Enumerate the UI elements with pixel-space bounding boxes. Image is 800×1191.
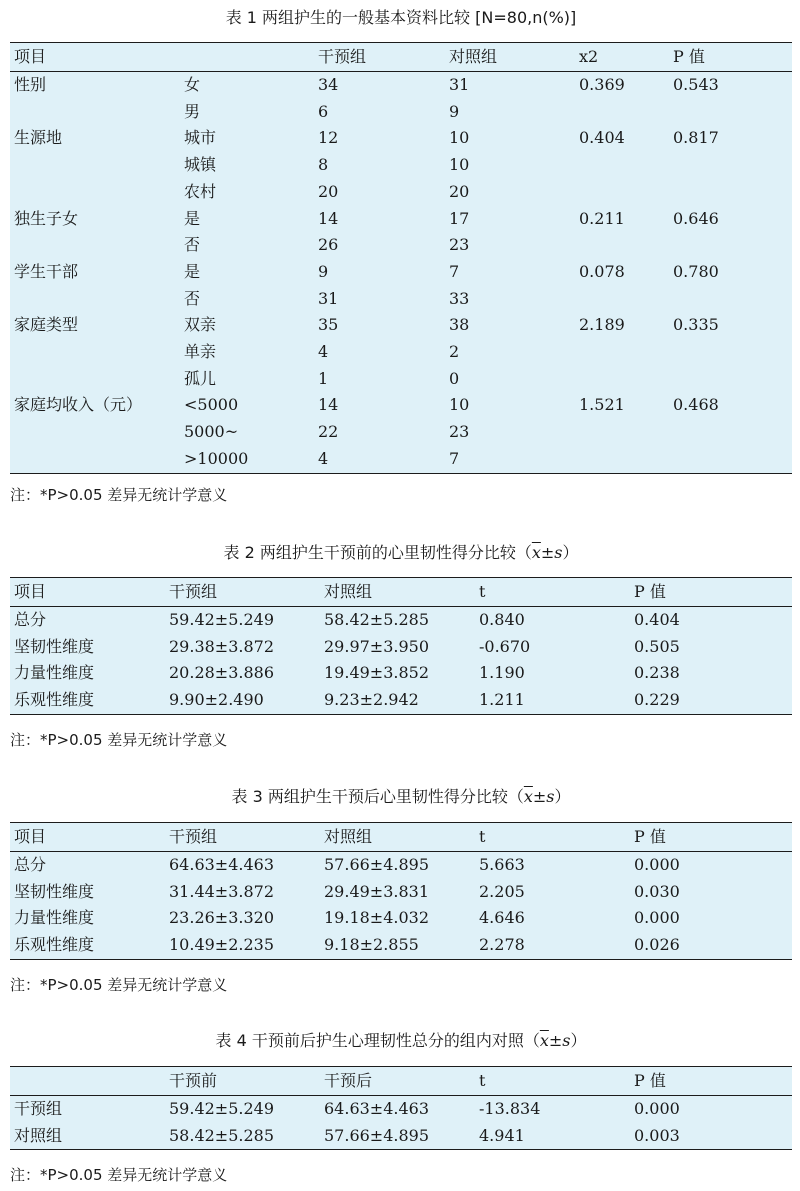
table-cell: 35 — [318, 315, 339, 335]
table-cell — [10, 286, 180, 313]
column-header: P 值 — [634, 827, 666, 846]
table4-note-text: 注：*P>0.05 差异无统计学意义 — [10, 1166, 228, 1184]
table-row — [10, 1123, 792, 1150]
table-cell: 0.840 — [479, 610, 525, 629]
table-cell — [575, 99, 669, 126]
table1 — [10, 42, 792, 474]
table3-body — [10, 852, 792, 960]
table-cell: 19.49±3.852 — [324, 663, 430, 683]
table-row — [10, 660, 792, 687]
table-cell: 农村 — [184, 181, 217, 201]
table2-note — [10, 729, 792, 750]
table4-grid — [10, 1066, 792, 1150]
table-cell: 31.44±3.872 — [169, 881, 275, 901]
table-cell: 20 — [318, 181, 339, 201]
table-cell: 坚韧性维度 — [14, 636, 95, 656]
table-cell: 乐观性维度 — [14, 935, 95, 955]
table-row — [10, 232, 792, 259]
column-header: 项目 — [14, 47, 47, 66]
table-cell: 0.000 — [634, 908, 680, 928]
table2-grid — [10, 577, 792, 715]
table4-caption-text: 表 4 干预前后护生心理韧性总分的组内对照（ — [215, 1031, 540, 1050]
table-cell: 否 — [184, 288, 201, 308]
table-cell: 0.646 — [673, 208, 719, 228]
table-cell: 0.000 — [634, 1099, 680, 1118]
table-cell — [575, 339, 669, 366]
column-header: P 值 — [634, 1071, 666, 1090]
table-cell — [10, 99, 180, 126]
table-cell: <5000 — [184, 395, 239, 415]
table-cell: 10 — [449, 395, 470, 415]
table-row — [10, 905, 792, 932]
table3-caption-mean: $\overline{x}\pm s$ — [523, 787, 555, 806]
table-cell: 23 — [449, 235, 470, 255]
table-cell: 26 — [318, 235, 339, 255]
table-cell — [669, 232, 792, 259]
table-cell: 4 — [318, 448, 329, 468]
table-cell: 4.646 — [479, 908, 525, 928]
table-cell: 58.42±5.285 — [324, 610, 430, 629]
table-row — [10, 366, 792, 393]
table-row — [10, 852, 792, 879]
table-cell: 0.078 — [579, 261, 625, 281]
table1-body — [10, 72, 792, 474]
column-header: 干预前 — [169, 1071, 218, 1090]
table-cell: 4.941 — [479, 1125, 525, 1145]
table-cell: 9 — [318, 261, 329, 281]
table-cell — [10, 446, 180, 473]
table-cell: 乐观性维度 — [14, 690, 95, 710]
table2-header-row — [10, 578, 792, 607]
table-cell: 0.468 — [673, 395, 719, 415]
column-header: 干预后 — [324, 1071, 373, 1090]
table-row — [10, 634, 792, 661]
table-cell: 2 — [449, 342, 460, 362]
table4-caption: 表 4 干预前后护生心理韧性总分的组内对照$(\overline{x}\pm s)$ — [215, 1031, 587, 1050]
table-cell: 1.211 — [479, 690, 525, 710]
table-cell: 33 — [449, 288, 470, 308]
table-cell: 64.63±4.463 — [169, 855, 275, 874]
table2-caption-mean: $\overline{x}\pm s$ — [531, 543, 563, 562]
table-cell: 2.278 — [479, 935, 525, 955]
column-header: t — [479, 1071, 486, 1090]
column-header: 干预组 — [318, 47, 367, 66]
table-row — [10, 687, 792, 714]
table-cell: 独生子女 — [14, 208, 79, 228]
table-cell — [10, 152, 180, 179]
table-cell: 5.663 — [479, 855, 525, 874]
table-row — [10, 932, 792, 959]
table-cell: 0.505 — [634, 636, 680, 656]
table-cell — [575, 286, 669, 313]
table3-note — [10, 974, 792, 995]
table-cell — [10, 232, 180, 259]
table-cell: 7 — [449, 261, 460, 281]
table-cell: 9.18±2.855 — [324, 935, 419, 955]
table-cell: 22 — [318, 422, 339, 442]
table-cell: 57.66±4.895 — [324, 855, 430, 874]
table-cell: 女 — [184, 75, 201, 94]
column-header: 对照组 — [324, 827, 373, 846]
table-cell: 31 — [318, 288, 339, 308]
table-cell: 城市 — [184, 128, 217, 148]
table-cell: 0.404 — [579, 128, 625, 148]
column-header — [10, 1067, 165, 1096]
table-cell: 17 — [449, 208, 470, 228]
table-cell — [669, 99, 792, 126]
table-cell: 0.335 — [673, 315, 719, 335]
column-header: 干预组 — [169, 827, 218, 846]
column-header: x2 — [579, 47, 599, 66]
table-cell: 0.026 — [634, 935, 680, 955]
table-cell: 20 — [449, 181, 470, 201]
table1-caption: 表 1 两组护生的一般基本资料比较 [N=80,n(%)] — [225, 8, 577, 27]
table3-caption-text: 表 3 两组护生干预后心里韧性得分比较（ — [231, 787, 524, 806]
table-row — [10, 446, 792, 473]
table-cell — [575, 366, 669, 393]
table-cell: 10.49±2.235 — [169, 935, 275, 955]
table4-caption-mean: $\overline{x}\pm s$ — [539, 1031, 571, 1050]
table3-header-row — [10, 823, 792, 852]
table-cell: 7 — [449, 448, 460, 468]
table-row — [10, 419, 792, 446]
table-cell: 0.543 — [673, 75, 719, 94]
table-cell: 23.26±3.320 — [169, 908, 275, 928]
table-cell: 57.66±4.895 — [324, 1125, 430, 1145]
table-cell: 29.38±3.872 — [169, 636, 275, 656]
table3-note-text: 注：*P>0.05 差异无统计学意义 — [10, 976, 228, 994]
table-cell: 9.90±2.490 — [169, 690, 264, 710]
table-cell: 0.780 — [673, 261, 719, 281]
table2 — [10, 577, 792, 715]
table-row — [10, 879, 792, 906]
table4-body — [10, 1096, 792, 1150]
table-cell: 是 — [184, 208, 201, 228]
column-header: 项目 — [14, 827, 47, 846]
table-cell — [575, 446, 669, 473]
table-cell — [575, 419, 669, 446]
table-cell: 29.97±3.950 — [324, 636, 430, 656]
table-cell: 总分 — [14, 610, 47, 629]
table-row — [10, 72, 792, 99]
table-row — [10, 607, 792, 634]
table-cell: 力量性维度 — [14, 908, 95, 928]
table-cell: 58.42±5.285 — [169, 1125, 275, 1145]
table-cell: -0.670 — [479, 636, 531, 656]
table-cell — [575, 232, 669, 259]
column-header — [180, 43, 314, 72]
table1-header-row — [10, 43, 792, 72]
table-cell: 14 — [318, 208, 339, 228]
table-cell: 2.205 — [479, 881, 525, 901]
table-cell: 0.404 — [634, 610, 680, 629]
column-header: t — [479, 827, 486, 846]
table-row — [10, 206, 792, 233]
table-cell — [575, 179, 669, 206]
table-cell: 59.42±5.249 — [169, 610, 275, 629]
table-cell — [669, 286, 792, 313]
table-cell: 家庭均收入（元） — [14, 395, 143, 415]
table-cell: 8 — [318, 155, 329, 175]
table-row — [10, 152, 792, 179]
table3-grid — [10, 822, 792, 960]
table-cell: 性别 — [14, 75, 47, 94]
table1-note — [10, 484, 792, 505]
table-cell: 2.189 — [579, 315, 625, 335]
table-cell — [10, 366, 180, 393]
column-header: 对照组 — [324, 582, 373, 601]
table-cell: 10 — [449, 128, 470, 148]
table-cell — [10, 419, 180, 446]
table-cell: 19.18±4.032 — [324, 908, 430, 928]
table-cell: 64.63±4.463 — [324, 1099, 430, 1118]
table-cell: 31 — [449, 75, 470, 94]
table-cell: 23 — [449, 422, 470, 442]
table-cell: 0.229 — [634, 690, 680, 710]
column-header: 项目 — [14, 582, 47, 601]
table-row — [10, 179, 792, 206]
table-cell: 9 — [449, 101, 460, 121]
table-cell: -13.834 — [479, 1099, 541, 1118]
table-cell: 干预组 — [14, 1099, 63, 1118]
table-cell: 9.23±2.942 — [324, 690, 419, 710]
table-cell: 0 — [449, 368, 460, 388]
column-header: 对照组 — [449, 47, 498, 66]
table-cell: 38 — [449, 315, 470, 335]
table-cell: 1.190 — [479, 663, 525, 683]
column-header: P 值 — [673, 47, 705, 66]
table4-note — [10, 1164, 792, 1185]
table-cell: 城镇 — [184, 155, 217, 175]
table-cell: 0.030 — [634, 881, 680, 901]
table-cell — [669, 339, 792, 366]
table-row — [10, 392, 792, 419]
table-cell — [10, 339, 180, 366]
table-cell — [669, 152, 792, 179]
table-row — [10, 125, 792, 152]
table1-grid — [10, 42, 792, 474]
table1-note-text: 注：*P>0.05 差异无统计学意义 — [10, 486, 228, 504]
table-cell: 29.49±3.831 — [324, 881, 430, 901]
table-cell: 男 — [184, 101, 201, 121]
table-cell: >10000 — [184, 448, 249, 468]
table-cell: 4 — [318, 342, 329, 362]
table-row — [10, 339, 792, 366]
table-cell: 0.238 — [634, 663, 680, 683]
table-cell: 坚韧性维度 — [14, 881, 95, 901]
table-cell: 是 — [184, 261, 201, 281]
table-cell: 否 — [184, 235, 201, 255]
table-cell: 5000~ — [184, 422, 239, 442]
table-cell — [669, 419, 792, 446]
table-cell — [669, 366, 792, 393]
table2-body — [10, 607, 792, 715]
table2-note-text: 注：*P>0.05 差异无统计学意义 — [10, 731, 228, 749]
table-cell: 6 — [318, 101, 329, 121]
table2-caption: 表 2 两组护生干预前的心里韧性得分比较$(\overline{x}\pm s)$ — [223, 543, 579, 562]
table-cell: 家庭类型 — [14, 315, 79, 335]
table-row — [10, 286, 792, 313]
table-cell — [669, 179, 792, 206]
column-header: t — [479, 582, 486, 601]
table-cell: 双亲 — [184, 315, 217, 335]
table3 — [10, 822, 792, 960]
table4 — [10, 1066, 792, 1150]
table-cell: 34 — [318, 75, 339, 94]
table-cell: 1.521 — [579, 395, 625, 415]
table-cell: 0.211 — [579, 208, 625, 228]
table-cell: 力量性维度 — [14, 663, 95, 683]
column-header: P 值 — [634, 582, 666, 601]
table-cell: 0.000 — [634, 855, 680, 874]
table-row — [10, 312, 792, 339]
table-cell: 1 — [318, 368, 329, 388]
table2-caption-text: 表 2 两组护生干预前的心里韧性得分比较（ — [223, 543, 532, 562]
table-cell: 生源地 — [14, 128, 63, 148]
table-cell: 10 — [449, 155, 470, 175]
table3-caption: 表 3 两组护生干预后心里韧性得分比较$(\overline{x}\pm s)$ — [231, 787, 571, 806]
table-cell: 20.28±3.886 — [169, 663, 275, 683]
table-row — [10, 259, 792, 286]
table-row — [10, 1096, 792, 1123]
table-cell: 0.003 — [634, 1125, 680, 1145]
table-cell: 总分 — [14, 855, 47, 874]
table-row — [10, 99, 792, 126]
table-cell — [669, 446, 792, 473]
table4-header-row — [10, 1067, 792, 1096]
table-cell — [575, 152, 669, 179]
table-cell: 59.42±5.249 — [169, 1099, 275, 1118]
table-cell: 14 — [318, 395, 339, 415]
table-cell: 0.817 — [673, 128, 719, 148]
table-cell: 对照组 — [14, 1125, 63, 1145]
table-cell: 单亲 — [184, 342, 217, 362]
table-cell: 0.369 — [579, 75, 625, 94]
table-cell: 学生干部 — [14, 261, 79, 281]
table-cell: 孤儿 — [184, 368, 217, 388]
table-cell: 12 — [318, 128, 339, 148]
table-cell — [10, 179, 180, 206]
column-header: 干预组 — [169, 582, 218, 601]
